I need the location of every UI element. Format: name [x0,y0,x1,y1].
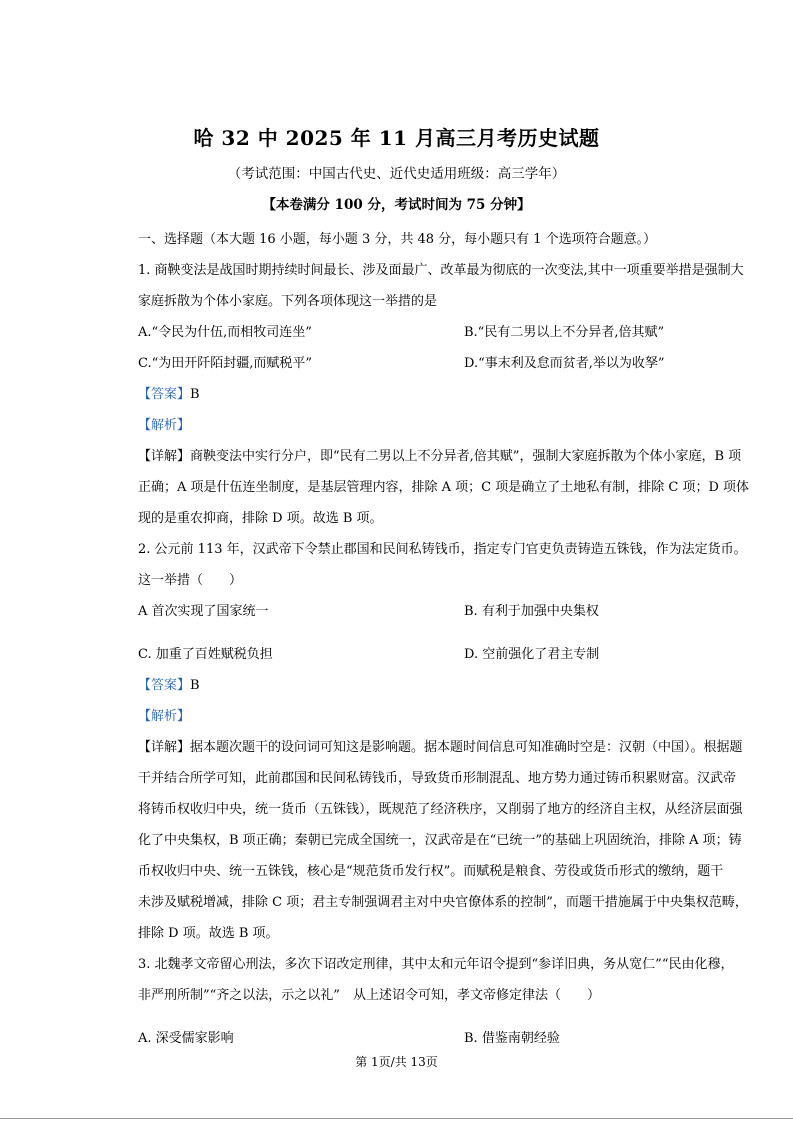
detail-line: 干并结合所学可知，此前郡国和民间私铸钱币，导致货币形制混乱、地方势力通过铸币积累财富。汉武帝 [138,771,737,786]
detail-line [138,732,789,763]
detail-line: 现的是重农抑商，排除 D 项。故选 B 项。 [138,511,383,526]
detail-line: 化了中央集权，B 项正确；秦朝已完成全国统一，汉武帝是在“已统一”的基础上巩固统治，排除 A 项；铸 [138,833,742,848]
question-2 [138,534,789,949]
analysis-label: 【解析】 [138,418,191,433]
analysis-label: 【解析】 [138,709,191,724]
exam-scope: （考试范围：中国古代史、近代史适用班级：高三学年） [227,166,566,182]
option-b: B. 借鉴南朝经验 [464,1031,560,1046]
question-stem-line: 2. 公元前 113 年，汉武帝下令禁止郡国和民间私铸钱币，指定专门官吏负责铸造五铢钱，作为法定货币。 [138,542,747,557]
detail-line: 正确；A 项是什伍连坐制度，是基层管理内容，排除 A 项；C 项是确立了土地私有制，排除 C 项；D 项体 [138,480,750,495]
detail-label: 【详解】 [138,449,191,464]
question-stem-line: 这一举措（ ） [138,573,243,588]
option-d: D. 空前强化了君主专制 [464,647,600,662]
exam-content [138,224,789,1054]
option-c: C. 加重了百姓赋税负担 [138,647,273,662]
answer-line [138,670,789,701]
page-title: 哈 32 中 2025 年 11 月高三月考历史试题 [193,126,600,150]
detail-label: 【详解】 [138,740,191,755]
answer-label: 【答案】 [138,387,191,402]
option-c: C.“为田开阡陌封疆,而赋税平” [138,356,313,371]
exam-info: 【本卷满分 100 分，考试时间为 75 分钟】 [262,197,531,213]
option-a: A.“令民为什伍,而相牧司连坐” [138,325,312,340]
answer-line [138,379,789,410]
spacer [138,1011,789,1023]
detail-text: 商鞅变法中实行分户，即“民有二男以上不分异者,倍其赋”，强制大家庭拆散为个体小家庭，B 项 [190,449,742,464]
question-3 [138,949,789,1054]
option-b: B.“民有二男以上不分异者,倍其赋” [464,325,665,340]
option-a: A 首次实现了国家统一 [138,604,269,619]
options-row [138,317,789,348]
detail-line: 币权收归中央、统一五铢钱，核心是“规范货币发行权”。而赋税是粮食、劳役或货币形式的缴纳，题干 [138,864,724,879]
option-d: D.“事末利及怠而贫者,举以为收孥” [464,356,665,371]
options-row [138,1023,789,1054]
detail-line: 排除 D 项。故选 B 项。 [138,926,279,941]
question-stem-line: 非严刑所制”“齐之以法，示之以礼” 从上述诏令可知，孝文帝修定律法（ ） [138,988,600,1003]
detail-line [138,441,789,472]
detail-line: 未涉及赋税增减，排除 C 项；君主专制强调君主对中央官僚体系的控制”，而题干措施属于中央集权范畴， [138,895,748,910]
page-footer: 第 1页/共 13页 [355,1055,438,1069]
spacer [138,627,789,639]
question-stem-line: 3. 北魏孝文帝留心刑法，多次下诏改定刑律，其中太和元年诏令提到“参详旧典，务从宽仁”“民由化穆， [138,957,734,972]
question-stem-line: 1. 商鞅变法是战国时期持续时间最长、涉及面最广、改革最为彻底的一次变法,其中一项重要举措是强制大 [138,263,744,278]
option-b: B. 有利于加强中央集权 [464,604,599,619]
question-1 [138,255,789,534]
detail-line: 将铸币权收归中央，统一货币（五铢钱），既规范了经济秩序，又削弱了地方的经济自主权，从经济层面强 [138,802,743,817]
options-row [138,348,789,379]
options-row [138,596,789,627]
bottom-divider [0,1118,793,1119]
answer-value: B [190,678,200,693]
question-stem-line: 家庭拆散为个体小家庭。下列各项体现这一举措的是 [138,294,438,309]
answer-value: B [190,387,200,402]
answer-label: 【答案】 [138,678,191,693]
detail-text: 据本题次题干的设问词可知这是影响题。据本题时间信息可知准确时空是：汉朝（中国）。根据题 [190,740,743,755]
options-row [138,639,789,670]
section-heading: 一、选择题（本大题 16 小题，每小题 3 分，共 48 分，每小题只有 1 个选项符合题意。） [138,232,657,247]
option-a: A. 深受儒家影响 [138,1031,234,1046]
